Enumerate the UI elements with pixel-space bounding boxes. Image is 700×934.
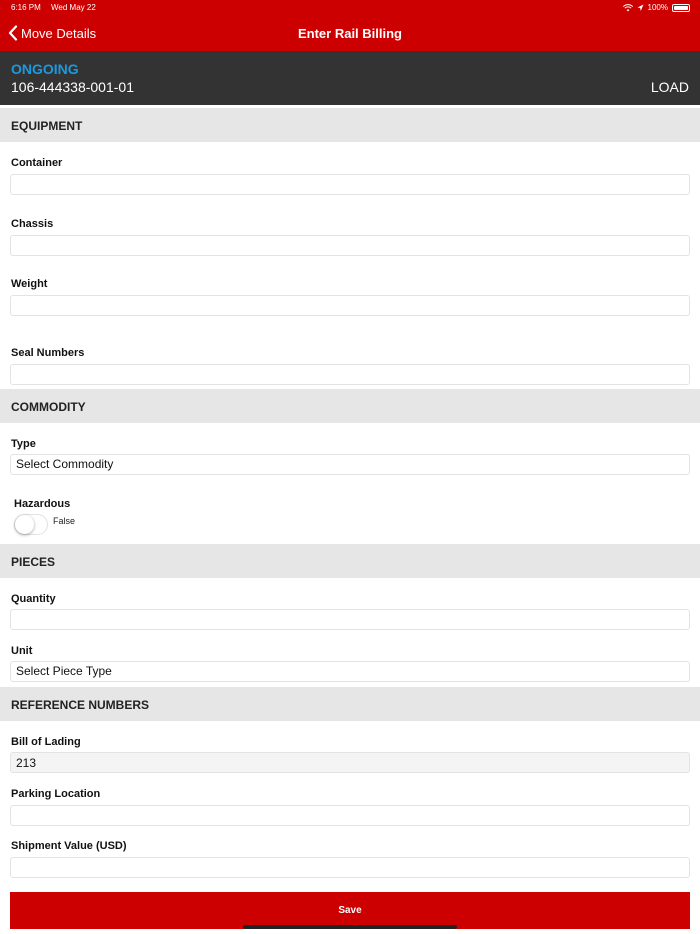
hazardous-state: False bbox=[53, 516, 76, 526]
home-indicator bbox=[243, 925, 457, 929]
location-icon bbox=[637, 4, 644, 12]
battery-percent: 100% bbox=[647, 3, 668, 12]
hazardous-toggle[interactable] bbox=[14, 514, 48, 535]
commodity-type-label: Type bbox=[11, 438, 36, 450]
parking-location-label: Parking Location bbox=[11, 788, 101, 800]
piece-type-select[interactable]: Select Piece Type bbox=[10, 661, 690, 682]
status-bar bbox=[0, 0, 700, 17]
hazardous-label: Hazardous bbox=[14, 498, 71, 510]
quantity-label: Quantity bbox=[11, 593, 56, 605]
wifi-icon bbox=[623, 4, 633, 12]
page-title: Enter Rail Billing bbox=[297, 26, 402, 41]
section-title: EQUIPMENT bbox=[11, 119, 83, 133]
seal-numbers-input[interactable] bbox=[10, 364, 690, 385]
section-title: REFERENCE NUMBERS bbox=[11, 698, 150, 712]
container-input[interactable] bbox=[10, 174, 690, 195]
status-time: 6:16 PM bbox=[11, 3, 41, 12]
section-title: COMMODITY bbox=[11, 400, 86, 414]
status-right bbox=[623, 3, 690, 12]
job-type: LOAD bbox=[650, 79, 689, 95]
section-title: PIECES bbox=[11, 555, 56, 569]
save-button[interactable]: Save bbox=[10, 892, 690, 929]
parking-location-input[interactable] bbox=[10, 805, 690, 826]
unit-label: Unit bbox=[11, 645, 33, 657]
job-header bbox=[0, 51, 700, 105]
status-date: Wed May 22 bbox=[51, 3, 96, 12]
chassis-input[interactable] bbox=[10, 235, 690, 256]
container-label: Container bbox=[11, 157, 63, 169]
back-label: Move Details bbox=[21, 25, 97, 41]
battery-icon bbox=[672, 4, 690, 12]
chassis-label: Chassis bbox=[11, 218, 54, 230]
shipment-value-label: Shipment Value (USD) bbox=[11, 840, 127, 852]
commodity-select[interactable]: Select Commodity bbox=[10, 454, 690, 475]
quantity-input[interactable] bbox=[10, 609, 690, 630]
seal-numbers-label: Seal Numbers bbox=[11, 347, 85, 359]
section-equipment bbox=[0, 108, 700, 142]
weight-input[interactable] bbox=[10, 295, 690, 316]
shipment-value-input[interactable] bbox=[10, 857, 690, 878]
bill-of-lading-label: Bill of Lading bbox=[11, 736, 81, 748]
section-reference-numbers bbox=[0, 687, 700, 721]
toggle-knob bbox=[15, 515, 34, 534]
section-commodity bbox=[0, 389, 700, 423]
job-number: 106-444338-001-01 bbox=[11, 79, 134, 95]
navigation-bar bbox=[0, 17, 700, 51]
job-status: ONGOING bbox=[11, 61, 79, 77]
weight-label: Weight bbox=[11, 278, 48, 290]
section-pieces bbox=[0, 544, 700, 578]
bill-of-lading-input[interactable] bbox=[10, 752, 690, 773]
